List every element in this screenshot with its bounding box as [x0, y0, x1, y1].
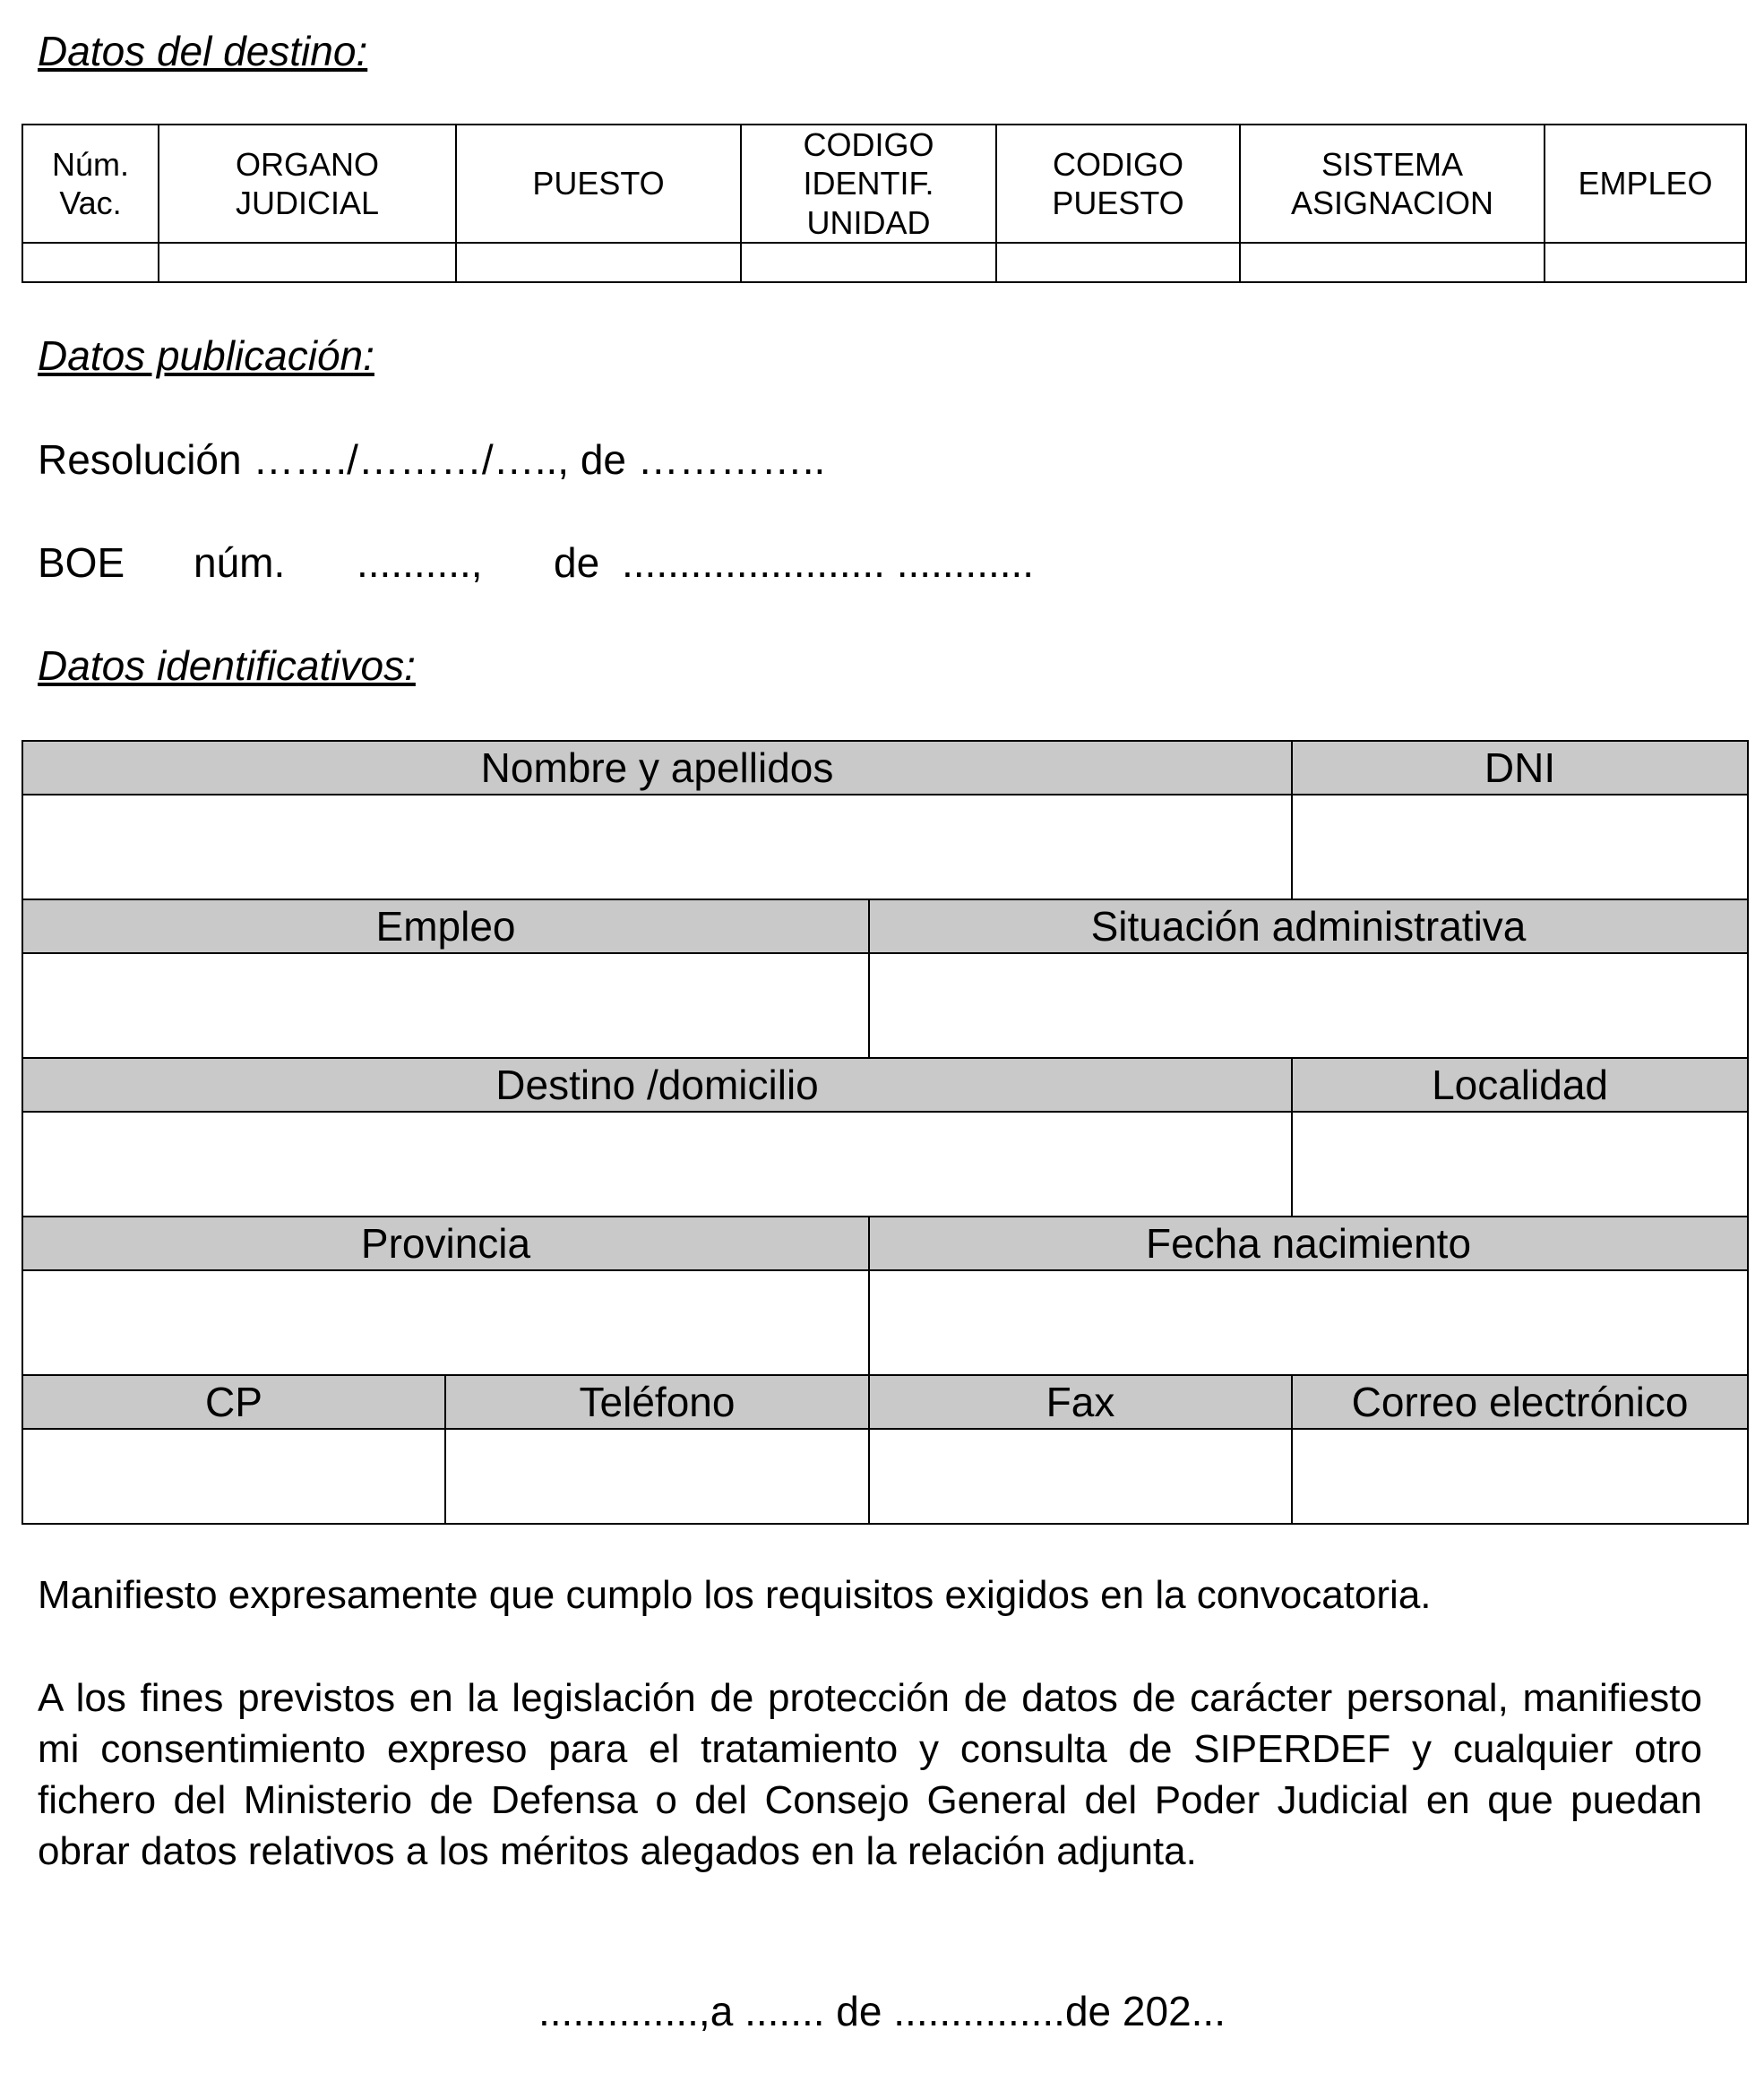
row-nombre-dni-values — [22, 795, 1748, 899]
col-num-vac — [22, 125, 159, 243]
destino-input-row — [22, 243, 1746, 282]
destino-header-row — [22, 125, 1746, 243]
cp-header: CP — [22, 1375, 445, 1429]
cp-field[interactable] — [22, 1429, 445, 1524]
datos-destino-title: Datos del destino: — [38, 28, 368, 74]
col-organo-judicial — [159, 125, 456, 243]
codigo-puesto-cell[interactable] — [996, 243, 1240, 282]
organo-judicial-cell[interactable] — [159, 243, 456, 282]
num-label: núm. — [194, 539, 286, 586]
situacion-header: Situación administrativa — [869, 899, 1748, 953]
resolucion-line: Resolución ……./………/….., de ………….. — [38, 436, 826, 483]
sistema-asignacion-cell[interactable] — [1240, 243, 1545, 282]
nombre-field[interactable] — [22, 795, 1292, 899]
fecha-nacimiento-header: Fecha nacimiento — [869, 1217, 1748, 1270]
col-codigo-puesto — [996, 125, 1240, 243]
row-contacto-values — [22, 1429, 1748, 1524]
row-empleo-situacion-header — [22, 899, 1748, 953]
col-organo-judicial-label: ORGANO JUDICIAL — [235, 145, 380, 221]
col-puesto-label: PUESTO — [532, 165, 665, 202]
boe-line — [38, 539, 1202, 587]
col-puesto — [456, 125, 741, 243]
identificativos-table — [22, 740, 1749, 1525]
telefono-header: Teléfono — [445, 1375, 869, 1429]
row-provincia-fecha-header — [22, 1217, 1748, 1270]
row-contacto-header — [22, 1375, 1748, 1429]
telefono-field[interactable] — [445, 1429, 869, 1524]
fax-header: Fax — [869, 1375, 1292, 1429]
puesto-cell[interactable] — [456, 243, 741, 282]
localidad-header: Localidad — [1292, 1058, 1748, 1112]
lugar-fecha-line: ..............,a ....... de ...............de 202... — [538, 1988, 1226, 2034]
empleo-cell[interactable] — [1545, 243, 1746, 282]
destino-table — [22, 124, 1747, 283]
destino-field[interactable] — [22, 1112, 1292, 1217]
de-label: de — [554, 539, 600, 586]
col-empleo — [1545, 125, 1746, 243]
row-destino-localidad-header — [22, 1058, 1748, 1112]
requisitos-statement: Manifiesto expresamente que cumplo los requisitos exigidos en la convocatoria. — [38, 1573, 1432, 1617]
col-codigo-unidad-label: CODIGO IDENTIF. UNIDAD — [803, 126, 934, 241]
situacion-field[interactable] — [869, 953, 1748, 1058]
correo-header: Correo electrónico — [1292, 1375, 1748, 1429]
datos-publicacion-title: Datos publicación: — [38, 332, 374, 379]
col-sistema-asignacion-label: SISTEMA ASIGNACION — [1290, 145, 1494, 221]
col-sistema-asignacion — [1240, 125, 1545, 243]
localidad-field[interactable] — [1292, 1112, 1748, 1217]
col-empleo-label: EMPLEO — [1578, 165, 1713, 202]
num-vac-cell[interactable] — [22, 243, 159, 282]
provincia-header: Provincia — [22, 1217, 869, 1270]
col-num-vac-label: Núm. Vac. — [51, 145, 129, 221]
row-nombre-dni-header — [22, 741, 1748, 795]
datos-identificativos-title: Datos identificativos: — [38, 642, 416, 689]
de-dots: ....................... ............ — [622, 539, 1035, 586]
row-provincia-fecha-values — [22, 1270, 1748, 1375]
col-codigo-puesto-label: CODIGO PUESTO — [1052, 145, 1184, 221]
boe-label: BOE — [38, 539, 125, 586]
consentimiento-paragraph: A los fines previstos en la legislación de protección de datos de carácter personal, manifiesto mi consentimiento expreso para el tratamiento y consulta de SIPERDEF y cualquier otro fichero del Ministerio de Defensa o del Consejo General del Poder Judicial en que puedan obrar datos relativos a los méritos alegados en la relación adjunta. — [38, 1676, 1702, 1873]
empleo-field[interactable] — [22, 953, 869, 1058]
fax-field[interactable] — [869, 1429, 1292, 1524]
num-dots: .........., — [357, 539, 483, 586]
dni-header: DNI — [1292, 741, 1748, 795]
dni-field[interactable] — [1292, 795, 1748, 899]
provincia-field[interactable] — [22, 1270, 869, 1375]
correo-field[interactable] — [1292, 1429, 1748, 1524]
col-codigo-unidad — [741, 125, 996, 243]
nombre-header: Nombre y apellidos — [22, 741, 1292, 795]
row-empleo-situacion-values — [22, 953, 1748, 1058]
row-destino-localidad-values — [22, 1112, 1748, 1217]
codigo-unidad-cell[interactable] — [741, 243, 996, 282]
empleo-header: Empleo — [22, 899, 869, 953]
fecha-nacimiento-field[interactable] — [869, 1270, 1748, 1375]
destino-header: Destino /domicilio — [22, 1058, 1292, 1112]
